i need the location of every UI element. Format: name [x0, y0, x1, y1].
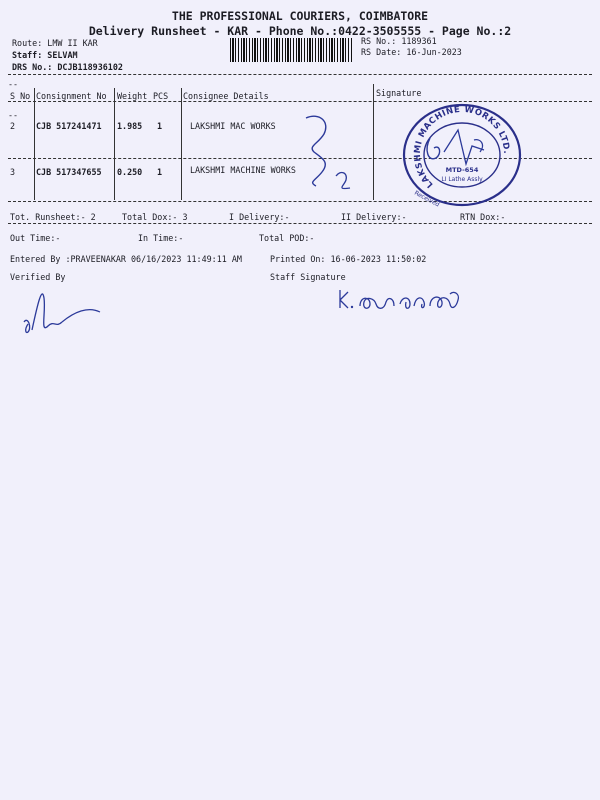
stamp-code: MTD-654 — [445, 166, 479, 174]
row-sno: 3 — [10, 167, 16, 177]
verified-signature — [18, 282, 118, 342]
rs-number: RS No.: 1189361 — [361, 36, 437, 46]
entered-by: Entered By :PRAVEENAKAR 06/16/2023 11:49:11 AM — [10, 254, 242, 264]
company-title: THE PROFESSIONAL COURIERS, COIMBATORE — [171, 9, 429, 23]
i-delivery: I Delivery:- — [229, 212, 290, 222]
col-pcs: PCS — [153, 91, 169, 101]
row-weight: 0.250 — [117, 167, 143, 177]
separator-dashes: -- — [8, 79, 19, 89]
total-dox: Total Dox:- 3 — [122, 212, 188, 222]
separator-dashes: -- — [8, 110, 19, 120]
in-time: In Time:- — [138, 233, 184, 243]
row-consignment: CJB 517241471 — [36, 121, 102, 131]
row-pcs: 1 — [157, 167, 163, 177]
col-divider — [34, 88, 35, 200]
total-runsheet: Tot. Runsheet:- 2 — [10, 212, 96, 222]
col-sno: S No — [10, 91, 31, 101]
row-consignee: LAKSHMI MACHINE WORKS — [190, 165, 296, 175]
col-signature: Signature — [376, 88, 422, 98]
barcode — [230, 38, 352, 62]
totals-separator — [8, 223, 592, 224]
verified-by-label: Verified By — [10, 272, 66, 282]
staff-signature — [330, 280, 470, 320]
company-stamp — [400, 100, 525, 210]
row-pcs: 1 — [157, 121, 163, 131]
out-time: Out Time:- — [10, 233, 61, 243]
row-consignment: CJB 517347655 — [36, 167, 102, 177]
staff-label: Staff: SELVAM — [12, 50, 78, 60]
separator-line — [8, 74, 592, 75]
total-pod: Total POD:- — [259, 233, 315, 243]
staff-signature-label: Staff Signature — [270, 272, 346, 282]
row-weight: 1.985 — [117, 121, 143, 131]
drs-number: DRS No.: DCJB118936102 — [12, 62, 123, 72]
col-consignee: Consignee Details — [183, 91, 269, 101]
stamp-received: Received — [413, 189, 441, 209]
ii-delivery: II Delivery:- — [341, 212, 407, 222]
col-divider — [181, 88, 182, 200]
col-divider — [114, 88, 115, 200]
stamp-line: LI Lathe Assly — [441, 176, 483, 183]
route-label: Route: LMW II KAR — [12, 38, 98, 48]
stamp-ring-text: LAKSHMI MACHINE WORKS LTD. — [412, 104, 512, 190]
rs-date: RS Date: 16-Jun-2023 — [361, 47, 462, 57]
handwritten-mark — [300, 110, 380, 200]
col-weight: Weight — [117, 91, 148, 101]
rtn-dox: RTN Dox:- — [460, 212, 506, 222]
printed-on: Printed On: 16-06-2023 11:50:02 — [270, 254, 427, 264]
col-consignment: Consignment No — [36, 91, 107, 101]
row-sno: 2 — [10, 121, 16, 131]
row-consignee: LAKSHMI MAC WORKS — [190, 121, 276, 131]
runsheet-subtitle: Delivery Runsheet - KAR - Phone No.:0422-3505555 - Page No.:2 — [88, 24, 512, 38]
